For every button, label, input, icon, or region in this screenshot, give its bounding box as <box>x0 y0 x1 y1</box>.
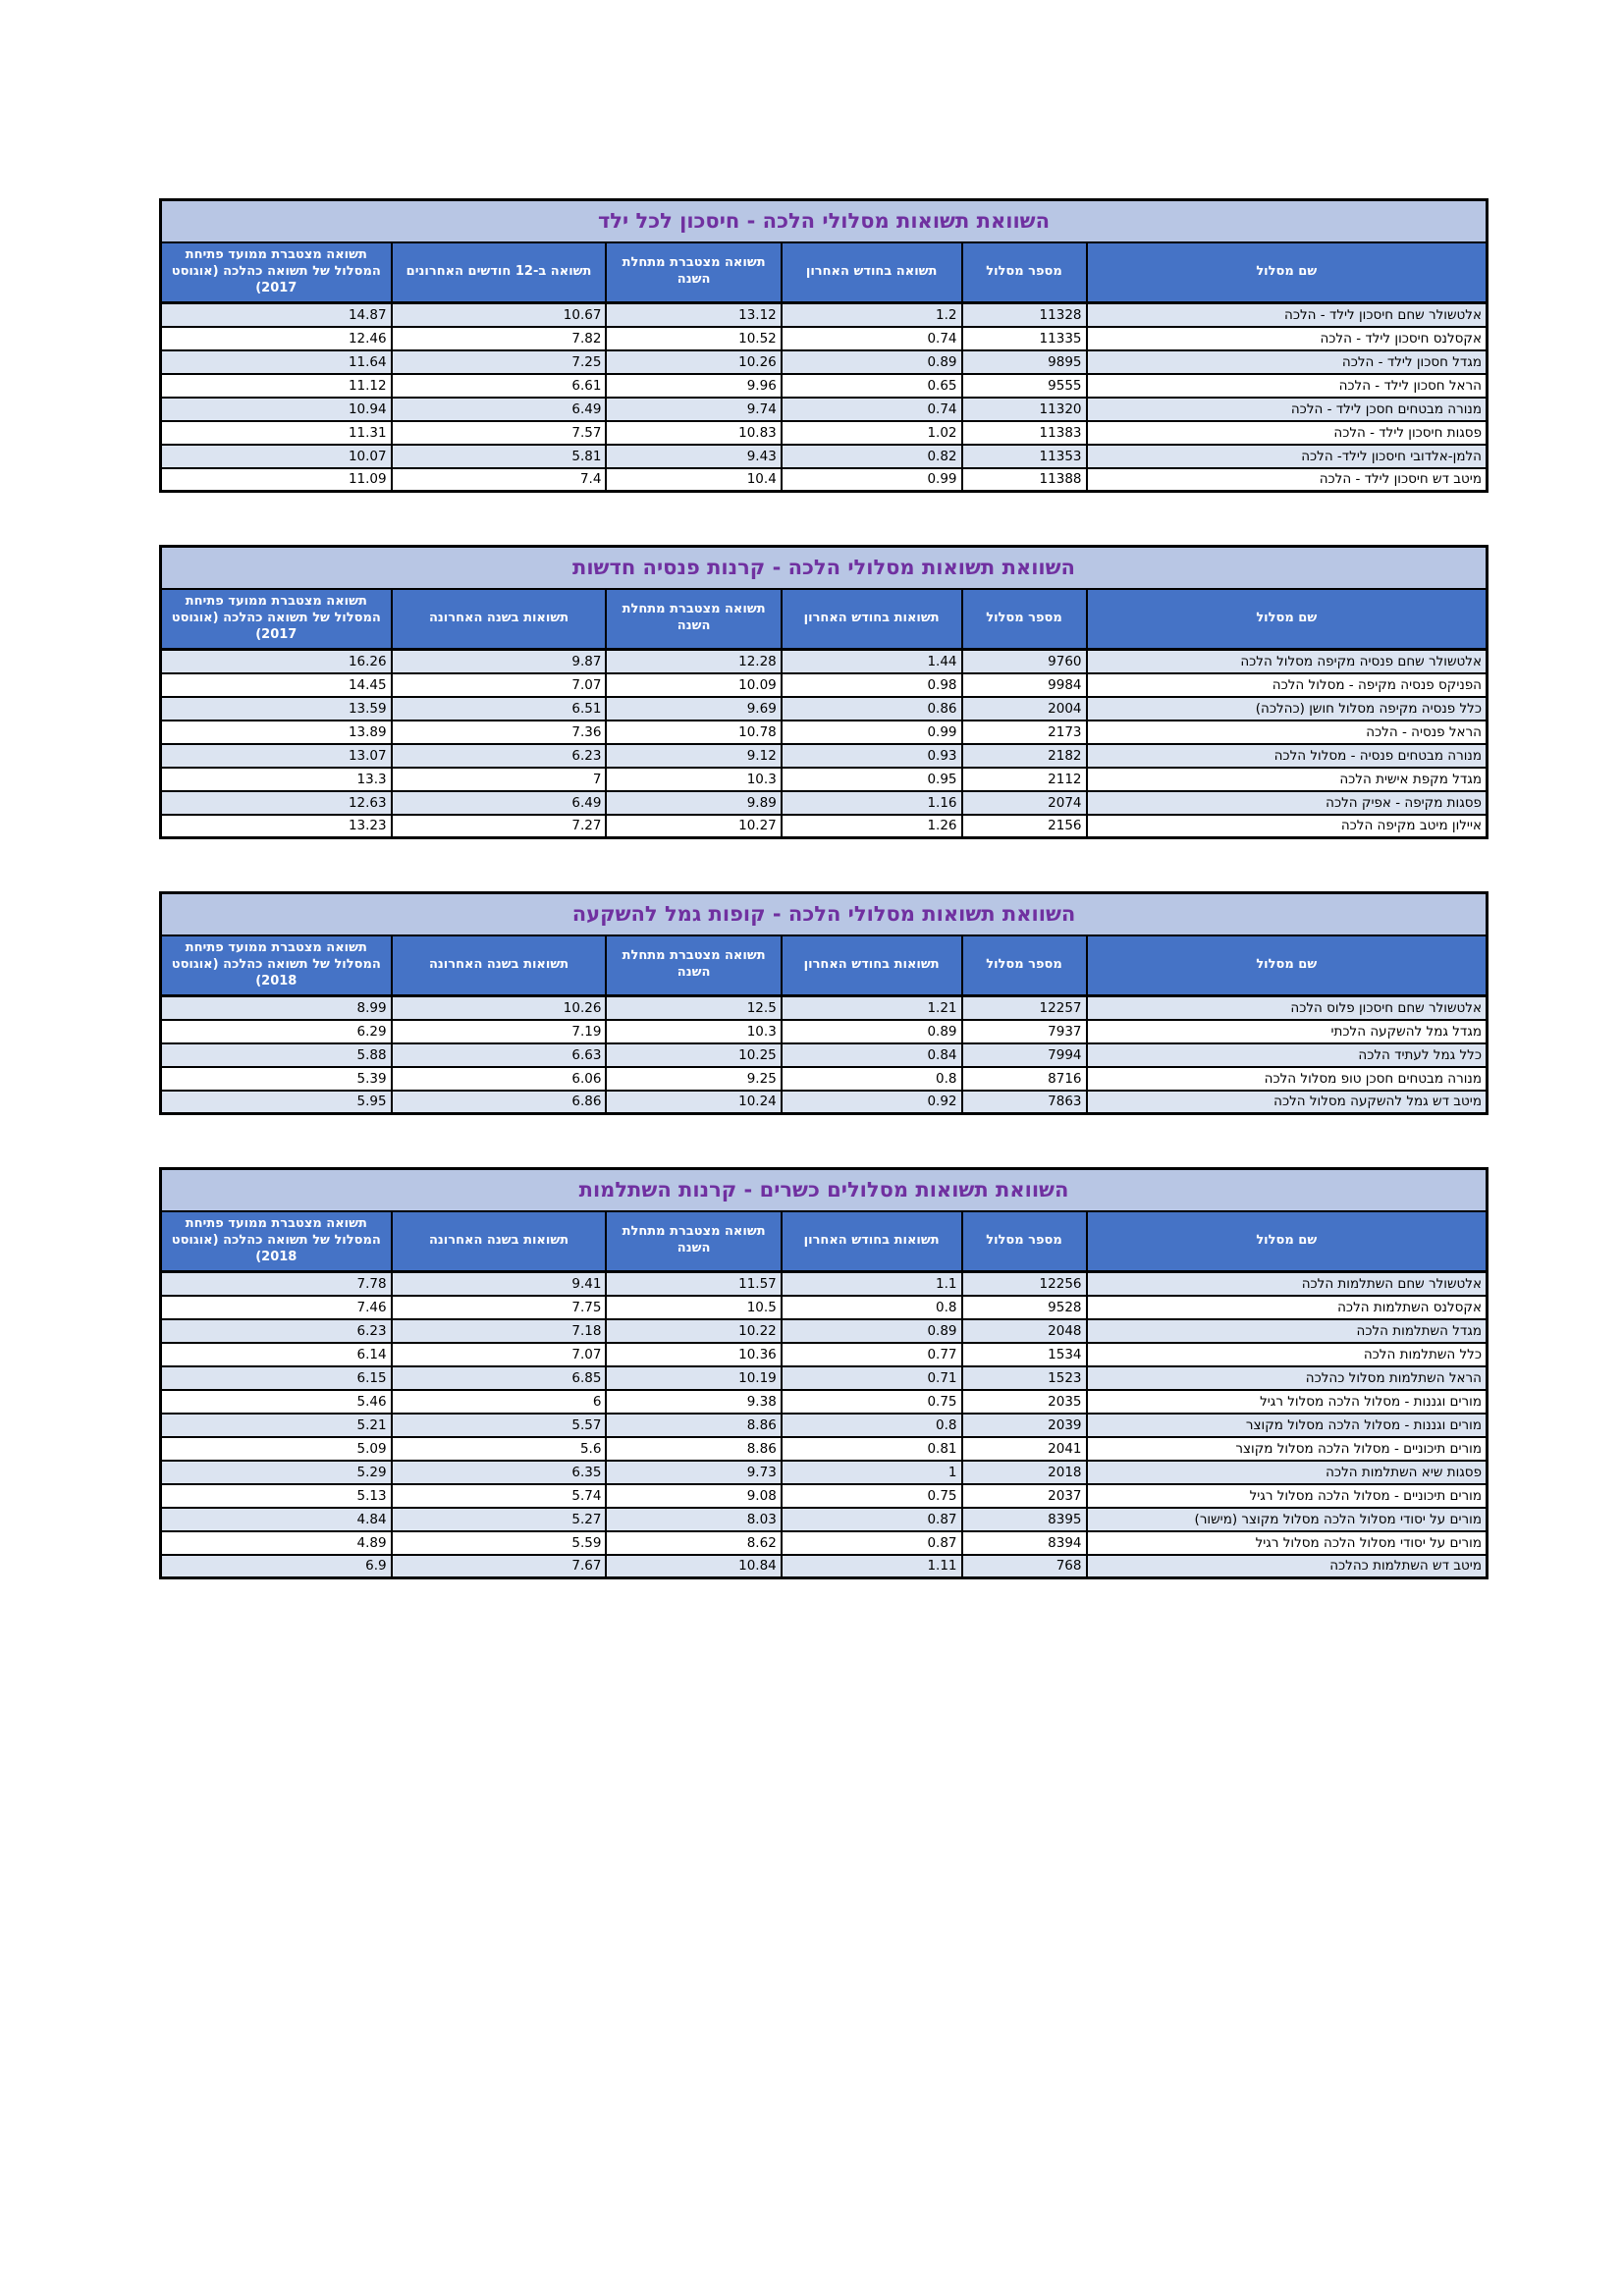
value-cell: 9895 <box>962 350 1087 374</box>
table-study-funds <box>159 1167 1489 1579</box>
table-head <box>161 200 1488 303</box>
value-cell: 0.75 <box>782 1390 962 1414</box>
title-row <box>161 547 1488 589</box>
value-cell: 7937 <box>962 1020 1087 1043</box>
track-name-cell: הפניקס פנסיה מקיפה - מסלול הלכה <box>1087 673 1488 697</box>
value-cell: 0.95 <box>782 768 962 791</box>
value-cell: 14.45 <box>161 673 392 697</box>
value-cell: 9.38 <box>606 1390 781 1414</box>
value-cell: 8.99 <box>161 996 392 1020</box>
value-cell: 10.3 <box>606 768 781 791</box>
header-row <box>161 935 1488 996</box>
value-cell: 10.24 <box>606 1091 781 1114</box>
value-cell: 1.21 <box>782 996 962 1020</box>
value-cell: 2156 <box>962 815 1087 838</box>
value-cell: 8395 <box>962 1508 1087 1531</box>
track-name-cell: מגדל מקפת אישית הלכה <box>1087 768 1488 791</box>
value-cell: 5.13 <box>161 1484 392 1508</box>
track-name-cell: אלטשולר שחם חיסכון לילד - הלכה <box>1087 303 1488 327</box>
table-row <box>161 1043 1488 1067</box>
tables-container <box>159 198 1489 1631</box>
column-header-track-number: מספר מסלול <box>962 1211 1087 1272</box>
value-cell: 7.07 <box>392 673 607 697</box>
column-header-last-year-return: תשואות בשנה האחרונה <box>392 1211 607 1272</box>
column-header-last-month-return: תשואות בחודש האחרון <box>782 1211 962 1272</box>
value-cell: 0.74 <box>782 327 962 350</box>
value-cell: 10.3 <box>606 1020 781 1043</box>
value-cell: 1.1 <box>782 1272 962 1296</box>
value-cell: 1.2 <box>782 303 962 327</box>
track-name-cell: הלמן-אלדובי חיסכון לילד- הלכה <box>1087 445 1488 468</box>
track-name-cell: אלטשולר שחם חיסכון פלוס הלכה <box>1087 996 1488 1020</box>
value-cell: 1.44 <box>782 650 962 673</box>
track-name-cell: מורים וגננות - מסלול הלכה מסלול מקוצר <box>1087 1414 1488 1437</box>
track-name-cell: פסגות שיא השתלמות הלכה <box>1087 1461 1488 1484</box>
track-name-cell: מורים תיכוניים - מסלול הלכה מסלול רגיל <box>1087 1484 1488 1508</box>
value-cell: 9555 <box>962 374 1087 398</box>
column-header-last-year-return: תשואות בשנה האחרונה <box>392 589 607 650</box>
value-cell: 5.88 <box>161 1043 392 1067</box>
value-cell: 11.64 <box>161 350 392 374</box>
column-header-track-name: שם מסלול <box>1087 242 1488 303</box>
value-cell: 8716 <box>962 1067 1087 1091</box>
value-cell: 6.29 <box>161 1020 392 1043</box>
column-header-last-month-return: תשואה בחודש האחרון <box>782 242 962 303</box>
table-row <box>161 1555 1488 1578</box>
value-cell: 9.08 <box>606 1484 781 1508</box>
value-cell: 7.19 <box>392 1020 607 1043</box>
table-title: השוואת תשואות מסלולי הלכה - קרנות פנסיה חדשות <box>161 547 1488 589</box>
track-name-cell: מיטב דש חיסכון לילד - הלכה <box>1087 468 1488 492</box>
table-row <box>161 398 1488 421</box>
value-cell: 12.63 <box>161 791 392 815</box>
value-cell: 7994 <box>962 1043 1087 1067</box>
table-row <box>161 1531 1488 1555</box>
value-cell: 8.86 <box>606 1414 781 1437</box>
value-cell: 8394 <box>962 1531 1087 1555</box>
track-name-cell: איילון מיטב מקיפה הלכה <box>1087 815 1488 838</box>
value-cell: 13.12 <box>606 303 781 327</box>
value-cell: 1 <box>782 1461 962 1484</box>
track-name-cell: מנורה מבטחים חסכן טופ מסלול הלכה <box>1087 1067 1488 1091</box>
table-title: השוואת תשואות מסלולים כשרים - קרנות השתלמות <box>161 1169 1488 1211</box>
value-cell: 6.49 <box>392 398 607 421</box>
table-row <box>161 1091 1488 1114</box>
value-cell: 1.16 <box>782 791 962 815</box>
title-row <box>161 1169 1488 1211</box>
value-cell: 13.23 <box>161 815 392 838</box>
table-row <box>161 1508 1488 1531</box>
track-name-cell: כלל פנסיה מקיפה מסלול חושן (כהלכה) <box>1087 697 1488 721</box>
track-name-cell: הראל השתלמות מסלול כהלכה <box>1087 1366 1488 1390</box>
table-row <box>161 1484 1488 1508</box>
header-row <box>161 242 1488 303</box>
track-name-cell: מורים תיכוניים - מסלול הלכה מסלול מקוצר <box>1087 1437 1488 1461</box>
value-cell: 7.57 <box>392 421 607 445</box>
value-cell: 10.27 <box>606 815 781 838</box>
value-cell: 10.5 <box>606 1296 781 1319</box>
value-cell: 7863 <box>962 1091 1087 1114</box>
value-cell: 0.99 <box>782 721 962 744</box>
value-cell: 5.39 <box>161 1067 392 1091</box>
table-body <box>161 650 1488 838</box>
column-header-track-name: שם מסלול <box>1087 1211 1488 1272</box>
value-cell: 12.28 <box>606 650 781 673</box>
value-cell: 2048 <box>962 1319 1087 1343</box>
column-header-ytd-return: תשואה מצטברת מתחלת השנה <box>606 242 781 303</box>
title-row <box>161 200 1488 242</box>
track-name-cell: מנורה מבטחים חסכן לילד - הלכה <box>1087 398 1488 421</box>
table-row <box>161 374 1488 398</box>
track-name-cell: כלל גמל לעתיד הלכה <box>1087 1043 1488 1067</box>
table-title: השוואת תשואות מסלולי הלכה - חיסכון לכל ילד <box>161 200 1488 242</box>
value-cell: 9.43 <box>606 445 781 468</box>
value-cell: 10.09 <box>606 673 781 697</box>
value-cell: 9.12 <box>606 744 781 768</box>
track-name-cell: כלל השתלמות הלכה <box>1087 1343 1488 1366</box>
value-cell: 14.87 <box>161 303 392 327</box>
value-cell: 11320 <box>962 398 1087 421</box>
value-cell: 0.75 <box>782 1484 962 1508</box>
value-cell: 0.77 <box>782 1343 962 1366</box>
column-header-ytd-return: תשואה מצטברת מתחלת השנה <box>606 589 781 650</box>
value-cell: 10.07 <box>161 445 392 468</box>
table-row <box>161 1461 1488 1484</box>
value-cell: 5.81 <box>392 445 607 468</box>
table-row <box>161 1067 1488 1091</box>
track-name-cell: מגדל גמל להשקעה הלכתי <box>1087 1020 1488 1043</box>
value-cell: 16.26 <box>161 650 392 673</box>
value-cell: 0.89 <box>782 1319 962 1343</box>
table-row <box>161 996 1488 1020</box>
track-name-cell: אלטשולר שחם פנסיה מקיפה מסלול הלכה <box>1087 650 1488 673</box>
table-row <box>161 721 1488 744</box>
value-cell: 10.22 <box>606 1319 781 1343</box>
table-row <box>161 815 1488 838</box>
value-cell: 8.86 <box>606 1437 781 1461</box>
value-cell: 12.46 <box>161 327 392 350</box>
value-cell: 7.46 <box>161 1296 392 1319</box>
value-cell: 0.8 <box>782 1414 962 1437</box>
value-cell: 6.14 <box>161 1343 392 1366</box>
table-row <box>161 1296 1488 1319</box>
value-cell: 10.94 <box>161 398 392 421</box>
value-cell: 11.31 <box>161 421 392 445</box>
value-cell: 5.27 <box>392 1508 607 1531</box>
track-name-cell: מיטב דש השתלמות כהלכה <box>1087 1555 1488 1578</box>
value-cell: 10.78 <box>606 721 781 744</box>
value-cell: 6.06 <box>392 1067 607 1091</box>
value-cell: 2173 <box>962 721 1087 744</box>
value-cell: 5.46 <box>161 1390 392 1414</box>
track-name-cell: הראל חסכון לילד - הלכה <box>1087 374 1488 398</box>
value-cell: 1523 <box>962 1366 1087 1390</box>
value-cell: 10.52 <box>606 327 781 350</box>
value-cell: 12256 <box>962 1272 1087 1296</box>
track-name-cell: פסגות חיסכון לילד - הלכה <box>1087 421 1488 445</box>
column-header-cumulative-return: תשואה מצטברת ממועד פתיחת המסלול של תשואה כהלכה (אוגוסט 2017) <box>161 242 392 303</box>
value-cell: 0.86 <box>782 697 962 721</box>
value-cell: 11.12 <box>161 374 392 398</box>
table-row <box>161 303 1488 327</box>
value-cell: 6.15 <box>161 1366 392 1390</box>
value-cell: 9.87 <box>392 650 607 673</box>
track-name-cell: מורים על יסודי מסלול הלכה מסלול רגיל <box>1087 1531 1488 1555</box>
table-head <box>161 893 1488 996</box>
column-header-ytd-return: תשואה מצטברת מתחלת השנה <box>606 935 781 996</box>
value-cell: 10.26 <box>392 996 607 1020</box>
table-head <box>161 547 1488 650</box>
title-row <box>161 893 1488 935</box>
column-header-track-number: מספר מסלול <box>962 589 1087 650</box>
track-name-cell: פסגות מקיפה - אפיק הלכה <box>1087 791 1488 815</box>
table-row <box>161 421 1488 445</box>
value-cell: 0.93 <box>782 744 962 768</box>
value-cell: 7.18 <box>392 1319 607 1343</box>
track-name-cell: אקסלנס השתלמות הלכה <box>1087 1296 1488 1319</box>
value-cell: 13.89 <box>161 721 392 744</box>
value-cell: 11335 <box>962 327 1087 350</box>
column-header-track-number: מספר מסלול <box>962 242 1087 303</box>
value-cell: 0.92 <box>782 1091 962 1114</box>
value-cell: 1534 <box>962 1343 1087 1366</box>
value-cell: 13.59 <box>161 697 392 721</box>
value-cell: 7.78 <box>161 1272 392 1296</box>
value-cell: 12.5 <box>606 996 781 1020</box>
value-cell: 9.69 <box>606 697 781 721</box>
table-row <box>161 1343 1488 1366</box>
column-header-cumulative-return: תשואה מצטברת ממועד פתיחת המסלול של תשואה כהלכה (אוגוסט 2018) <box>161 935 392 996</box>
table-row <box>161 744 1488 768</box>
value-cell: 6.35 <box>392 1461 607 1484</box>
value-cell: 10.36 <box>606 1343 781 1366</box>
value-cell: 5.95 <box>161 1091 392 1114</box>
value-cell: 6.23 <box>392 744 607 768</box>
value-cell: 0.89 <box>782 350 962 374</box>
header-row <box>161 1211 1488 1272</box>
value-cell: 4.84 <box>161 1508 392 1531</box>
value-cell: 6.51 <box>392 697 607 721</box>
value-cell: 2112 <box>962 768 1087 791</box>
value-cell: 11383 <box>962 421 1087 445</box>
value-cell: 1.02 <box>782 421 962 445</box>
value-cell: 10.26 <box>606 350 781 374</box>
table-body <box>161 1272 1488 1578</box>
value-cell: 0.98 <box>782 673 962 697</box>
value-cell: 0.65 <box>782 374 962 398</box>
header-row <box>161 589 1488 650</box>
value-cell: 0.84 <box>782 1043 962 1067</box>
value-cell: 7.27 <box>392 815 607 838</box>
table-row <box>161 1366 1488 1390</box>
value-cell: 7.36 <box>392 721 607 744</box>
table-row <box>161 1437 1488 1461</box>
table-row <box>161 1020 1488 1043</box>
value-cell: 9.41 <box>392 1272 607 1296</box>
value-cell: 9.74 <box>606 398 781 421</box>
value-cell: 10.67 <box>392 303 607 327</box>
value-cell: 0.71 <box>782 1366 962 1390</box>
table-row <box>161 1319 1488 1343</box>
value-cell: 6.85 <box>392 1366 607 1390</box>
track-name-cell: אקסלנס חיסכון לילד - הלכה <box>1087 327 1488 350</box>
table-investment-provident-funds <box>159 891 1489 1115</box>
table-row <box>161 1414 1488 1437</box>
table-row <box>161 768 1488 791</box>
value-cell: 5.57 <box>392 1414 607 1437</box>
column-header-last-month-return: תשואות בחודש האחרון <box>782 589 962 650</box>
track-name-cell: מגדל חסכון לילד - הלכה <box>1087 350 1488 374</box>
value-cell: 5.74 <box>392 1484 607 1508</box>
value-cell: 5.21 <box>161 1414 392 1437</box>
value-cell: 2039 <box>962 1414 1087 1437</box>
value-cell: 13.3 <box>161 768 392 791</box>
value-cell: 11353 <box>962 445 1087 468</box>
value-cell: 11.57 <box>606 1272 781 1296</box>
value-cell: 10.83 <box>606 421 781 445</box>
value-cell: 12257 <box>962 996 1087 1020</box>
value-cell: 10.84 <box>606 1555 781 1578</box>
table-row <box>161 1272 1488 1296</box>
value-cell: 9760 <box>962 650 1087 673</box>
value-cell: 2035 <box>962 1390 1087 1414</box>
value-cell: 0.89 <box>782 1020 962 1043</box>
value-cell: 8.62 <box>606 1531 781 1555</box>
column-header-last-year-return: תשואות בשנה האחרונה <box>392 935 607 996</box>
track-name-cell: מנורה מבטחים פנסיה - מסלול הלכה <box>1087 744 1488 768</box>
table-row <box>161 650 1488 673</box>
value-cell: 7.07 <box>392 1343 607 1366</box>
value-cell: 9.73 <box>606 1461 781 1484</box>
column-header-ytd-return: תשואה מצטברת מתחלת השנה <box>606 1211 781 1272</box>
value-cell: 10.4 <box>606 468 781 492</box>
value-cell: 1.11 <box>782 1555 962 1578</box>
table-row <box>161 327 1488 350</box>
value-cell: 9.89 <box>606 791 781 815</box>
table-new-pension-funds <box>159 545 1489 839</box>
value-cell: 10.19 <box>606 1366 781 1390</box>
value-cell: 1.26 <box>782 815 962 838</box>
table-row <box>161 350 1488 374</box>
value-cell: 9528 <box>962 1296 1087 1319</box>
value-cell: 0.87 <box>782 1508 962 1531</box>
table-row <box>161 1390 1488 1414</box>
value-cell: 11328 <box>962 303 1087 327</box>
value-cell: 5.6 <box>392 1437 607 1461</box>
value-cell: 0.74 <box>782 398 962 421</box>
value-cell: 7.25 <box>392 350 607 374</box>
value-cell: 0.87 <box>782 1531 962 1555</box>
value-cell: 6.9 <box>161 1555 392 1578</box>
column-header-cumulative-return: תשואה מצטברת ממועד פתיחת המסלול של תשואה כהלכה (אוגוסט 2018) <box>161 1211 392 1272</box>
value-cell: 10.25 <box>606 1043 781 1067</box>
table-row <box>161 791 1488 815</box>
value-cell: 0.81 <box>782 1437 962 1461</box>
value-cell: 9.25 <box>606 1067 781 1091</box>
column-header-track-number: מספר מסלול <box>962 935 1087 996</box>
track-name-cell: אלטשולר שחם השתלמות הלכה <box>1087 1272 1488 1296</box>
table-row <box>161 445 1488 468</box>
value-cell: 11388 <box>962 468 1087 492</box>
track-name-cell: מגדל השתלמות הלכה <box>1087 1319 1488 1343</box>
value-cell: 0.82 <box>782 445 962 468</box>
value-cell: 5.09 <box>161 1437 392 1461</box>
value-cell: 6.86 <box>392 1091 607 1114</box>
value-cell: 6.63 <box>392 1043 607 1067</box>
value-cell: 2041 <box>962 1437 1087 1461</box>
table-body <box>161 996 1488 1114</box>
value-cell: 4.89 <box>161 1531 392 1555</box>
value-cell: 7.82 <box>392 327 607 350</box>
value-cell: 5.59 <box>392 1531 607 1555</box>
column-header-last-month-return: תשואות בחודש האחרון <box>782 935 962 996</box>
value-cell: 2074 <box>962 791 1087 815</box>
value-cell: 768 <box>962 1555 1087 1578</box>
track-name-cell: מורים על יסודי מסלול הלכה מסלול מקוצר (מישור) <box>1087 1508 1488 1531</box>
value-cell: 13.07 <box>161 744 392 768</box>
value-cell: 2004 <box>962 697 1087 721</box>
column-header-12-month-return: תשואה ב-12 חודשים האחרונים <box>392 242 607 303</box>
value-cell: 9984 <box>962 673 1087 697</box>
column-header-cumulative-return: תשואה מצטברת ממועד פתיחת המסלול של תשואה כהלכה (אוגוסט 2017) <box>161 589 392 650</box>
value-cell: 7.4 <box>392 468 607 492</box>
table-child-savings <box>159 198 1489 493</box>
value-cell: 2182 <box>962 744 1087 768</box>
track-name-cell: מורים וגננות - מסלול הלכה מסלול רגיל <box>1087 1390 1488 1414</box>
value-cell: 0.8 <box>782 1296 962 1319</box>
value-cell: 0.99 <box>782 468 962 492</box>
table-body <box>161 303 1488 492</box>
value-cell: 7.67 <box>392 1555 607 1578</box>
value-cell: 2037 <box>962 1484 1087 1508</box>
track-name-cell: הראל פנסיה - הלכה <box>1087 721 1488 744</box>
table-row <box>161 468 1488 492</box>
value-cell: 6.61 <box>392 374 607 398</box>
value-cell: 8.03 <box>606 1508 781 1531</box>
value-cell: 0.8 <box>782 1067 962 1091</box>
table-head <box>161 1169 1488 1272</box>
column-header-track-name: שם מסלול <box>1087 935 1488 996</box>
value-cell: 6.23 <box>161 1319 392 1343</box>
value-cell: 11.09 <box>161 468 392 492</box>
track-name-cell: מיטב דש גמל להשקעה מסלול הלכה <box>1087 1091 1488 1114</box>
value-cell: 6 <box>392 1390 607 1414</box>
value-cell: 5.29 <box>161 1461 392 1484</box>
table-row <box>161 697 1488 721</box>
value-cell: 6.49 <box>392 791 607 815</box>
column-header-track-name: שם מסלול <box>1087 589 1488 650</box>
table-title: השוואת תשואות מסלולי הלכה - קופות גמל להשקעה <box>161 893 1488 935</box>
table-row <box>161 673 1488 697</box>
value-cell: 9.96 <box>606 374 781 398</box>
value-cell: 2018 <box>962 1461 1087 1484</box>
value-cell: 7 <box>392 768 607 791</box>
value-cell: 7.75 <box>392 1296 607 1319</box>
